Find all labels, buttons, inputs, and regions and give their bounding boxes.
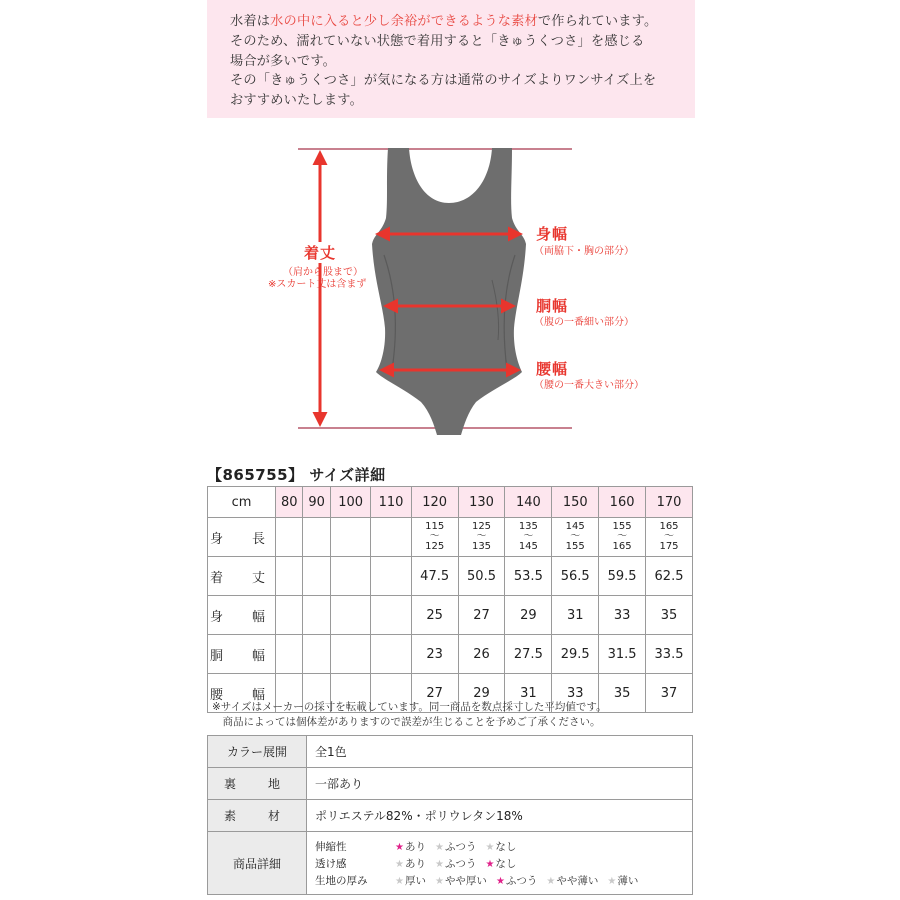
notice-line-1 [230,12,695,32]
attribute-option [546,873,598,888]
attribute-option [435,873,487,888]
star-empty-icon: ★ [434,858,444,870]
attribute-row [315,872,692,889]
measurement-cell: 50.5 [458,557,505,596]
measurement-cell: 27 [411,674,458,713]
height-cell [646,518,693,557]
sizing-notice [207,0,695,118]
attribute-row [315,855,692,872]
spec-label: 裏 地 [208,768,307,800]
length-sub-1: （肩から股まで） [283,267,363,278]
height-max: 145 [518,540,538,552]
height-max: 165 [612,540,632,552]
star-empty-icon: ★ [434,875,444,887]
height-min: 135 [518,520,538,532]
height-cell [276,518,303,557]
chest-label: 身幅 [536,225,569,243]
attribute-option [485,839,516,854]
height-range [425,522,444,552]
height-max: 155 [565,540,585,552]
notice-line-5: おすすめいたします。 [230,93,363,109]
measurement-cell [303,596,330,635]
height-min: 115 [425,520,445,532]
measurement-cell [303,557,330,596]
spec-value: 全1色 [307,736,693,768]
measurement-cell: 59.5 [599,557,646,596]
measurement-cell: 37 [646,674,693,713]
option-label: なし [495,857,517,870]
spec-label: 素 材 [208,800,307,832]
attribute-option [496,873,537,888]
height-range [613,522,632,552]
measurement-cell: 29 [505,596,552,635]
attribute-option [395,873,426,888]
measurement-cell: 31 [552,596,599,635]
attribute-option [435,856,476,871]
measurement-cell: 25 [411,596,458,635]
height-range [472,522,491,552]
spec-value: 一部あり [307,768,693,800]
row-label: 身 長 [208,518,276,557]
swimsuit-body [372,148,526,435]
size-note-line-1: ※サイズはメーカーの採寸を転載しています。同一商品を数点採寸した平均値です。 [212,701,607,713]
attribute-option [435,839,476,854]
star-empty-icon: ★ [546,875,556,887]
star-empty-icon: ★ [607,875,617,887]
option-label: やや厚い [444,874,487,887]
size-header-cell: 80 [276,487,303,518]
star-filled-icon: ★ [495,875,505,887]
height-min: 155 [612,520,632,532]
height-min: 165 [659,520,679,532]
measurement-cell: 27 [458,596,505,635]
height-max: 125 [425,540,445,552]
option-label: ふつう [444,840,477,853]
hip-sub: （腰の一番大きい部分） [534,380,644,391]
size-header-cell: 160 [599,487,646,518]
star-empty-icon: ★ [395,858,404,870]
option-label: 厚い [404,874,426,887]
height-range [566,522,585,552]
notice-text: 水着は [230,14,271,29]
height-cell [458,518,505,557]
tilde: 〜 [664,530,674,542]
measurement-cell [330,557,370,596]
measurement-cell: 56.5 [552,557,599,596]
measurement-cell: 27.5 [505,635,552,674]
measurement-cell: 33.5 [646,635,693,674]
size-header-cell: 150 [552,487,599,518]
option-label: 薄い [617,874,639,887]
option-label: ふつう [505,874,538,887]
measurement-diagram [0,130,900,450]
height-range [519,522,538,552]
chest-sub: （両脇下・胸の部分） [534,246,634,257]
height-cell [371,518,411,557]
notice-line-4: その「きゅうくつさ」が気になる方は通常のサイズよりワンサイズ上を [230,73,657,89]
measurement-cell [330,635,370,674]
height-cell [411,518,458,557]
measurement-cell: 35 [646,596,693,635]
option-label: ふつう [444,857,477,870]
star-empty-icon: ★ [395,875,404,887]
option-label: あり [404,857,426,870]
measurement-cell: 31 [505,674,552,713]
length-sub-2: ※スカート丈は含まず [268,279,367,290]
attribute-name: 生地の厚み [315,874,368,887]
measurement-cell: 29 [458,674,505,713]
spec-row-detail [208,832,693,895]
attribute-row [315,838,692,855]
size-header-cell: 130 [458,487,505,518]
unit-cell: cm [208,487,276,518]
notice-highlight: 水の中に入ると少し余裕ができるような素材 [270,14,538,29]
measurement-cell: 26 [458,635,505,674]
spec-row-lining [208,768,693,800]
size-header-cell: 100 [330,487,370,518]
height-cell [552,518,599,557]
star-empty-icon: ★ [434,841,444,853]
height-cell [330,518,370,557]
measurement-cell: 29.5 [552,635,599,674]
swimsuit-illustration [0,130,900,450]
measurement-row [208,596,693,635]
star-filled-icon: ★ [485,858,495,870]
height-min: 125 [471,520,492,532]
size-header-cell: 170 [646,487,693,518]
tilde: 〜 [476,530,487,542]
attribute-name: 透け感 [315,857,347,870]
waist-sub: （腹の一番細い部分） [534,317,634,328]
height-cell [599,518,646,557]
tilde: 〜 [429,530,440,542]
measurement-row [208,635,693,674]
size-table-title: 【865755】 サイズ詳細 [207,466,386,484]
size-header-cell: 120 [411,487,458,518]
measurement-cell: 33 [552,674,599,713]
measurement-cell [371,596,411,635]
measurement-row [208,557,693,596]
measurement-cell: 62.5 [646,557,693,596]
attribute-option [485,856,516,871]
attribute-option [607,873,638,888]
height-row [208,518,693,557]
tilde: 〜 [617,530,628,542]
measurement-cell [276,635,303,674]
attribute-option [395,856,426,871]
size-header-cell: 90 [303,487,330,518]
hip-label: 腰幅 [536,360,569,378]
row-label: 胴 幅 [208,635,276,674]
attribute-list [315,838,692,889]
attribute-option [395,839,426,854]
size-table-body [208,487,693,713]
size-note-line-2: 商品によっては個体差がありますので誤差が生じることを予めご了承ください。 [212,716,601,728]
height-max: 135 [471,540,492,552]
attribute-name: 伸縮性 [315,840,347,853]
spec-table [207,735,693,895]
height-cell [303,518,330,557]
measurement-cell: 23 [411,635,458,674]
length-label: 着丈 [304,244,337,262]
spec-label: 商品詳細 [208,832,307,895]
size-header-cell: 140 [505,487,552,518]
spec-value: ポリエステル82%・ポリウレタン18% [307,800,693,832]
row-label: 着 丈 [208,557,276,596]
spec-row-color [208,736,693,768]
measurement-cell: 35 [599,674,646,713]
size-header-row [208,487,693,518]
spec-row-material [208,800,693,832]
measurement-cell [371,635,411,674]
row-label: 腰 幅 [208,674,276,713]
measurement-cell [276,596,303,635]
waist-label: 胴幅 [536,297,569,315]
notice-text: で作られています。 [537,14,658,29]
star-empty-icon: ★ [485,841,495,853]
option-label: あり [404,840,426,853]
measurement-cell: 47.5 [411,557,458,596]
star-filled-icon: ★ [395,841,404,853]
size-note [212,700,607,730]
height-max: 175 [659,540,679,552]
option-label: やや薄い [556,874,599,887]
measurement-cell [330,596,370,635]
option-label: なし [495,840,517,853]
measurement-cell [303,635,330,674]
measurement-cell [276,557,303,596]
height-range [659,522,678,552]
size-table [207,486,693,713]
spec-label: カラー展開 [208,736,307,768]
tilde: 〜 [570,530,581,542]
spec-detail-cell [307,832,693,895]
measurement-cell [371,557,411,596]
size-header-cell: 110 [371,487,411,518]
height-cell [505,518,552,557]
notice-line-3: 場合が多いです。 [230,53,337,69]
measurement-cell: 31.5 [599,635,646,674]
row-label: 身 幅 [208,596,276,635]
measurement-cell: 53.5 [505,557,552,596]
notice-line-2: そのため、濡れていない状態で着用すると「きゅうくつさ」を感じる [230,33,645,49]
tilde: 〜 [523,530,534,542]
measurement-cell: 33 [599,596,646,635]
height-min: 145 [565,520,585,532]
